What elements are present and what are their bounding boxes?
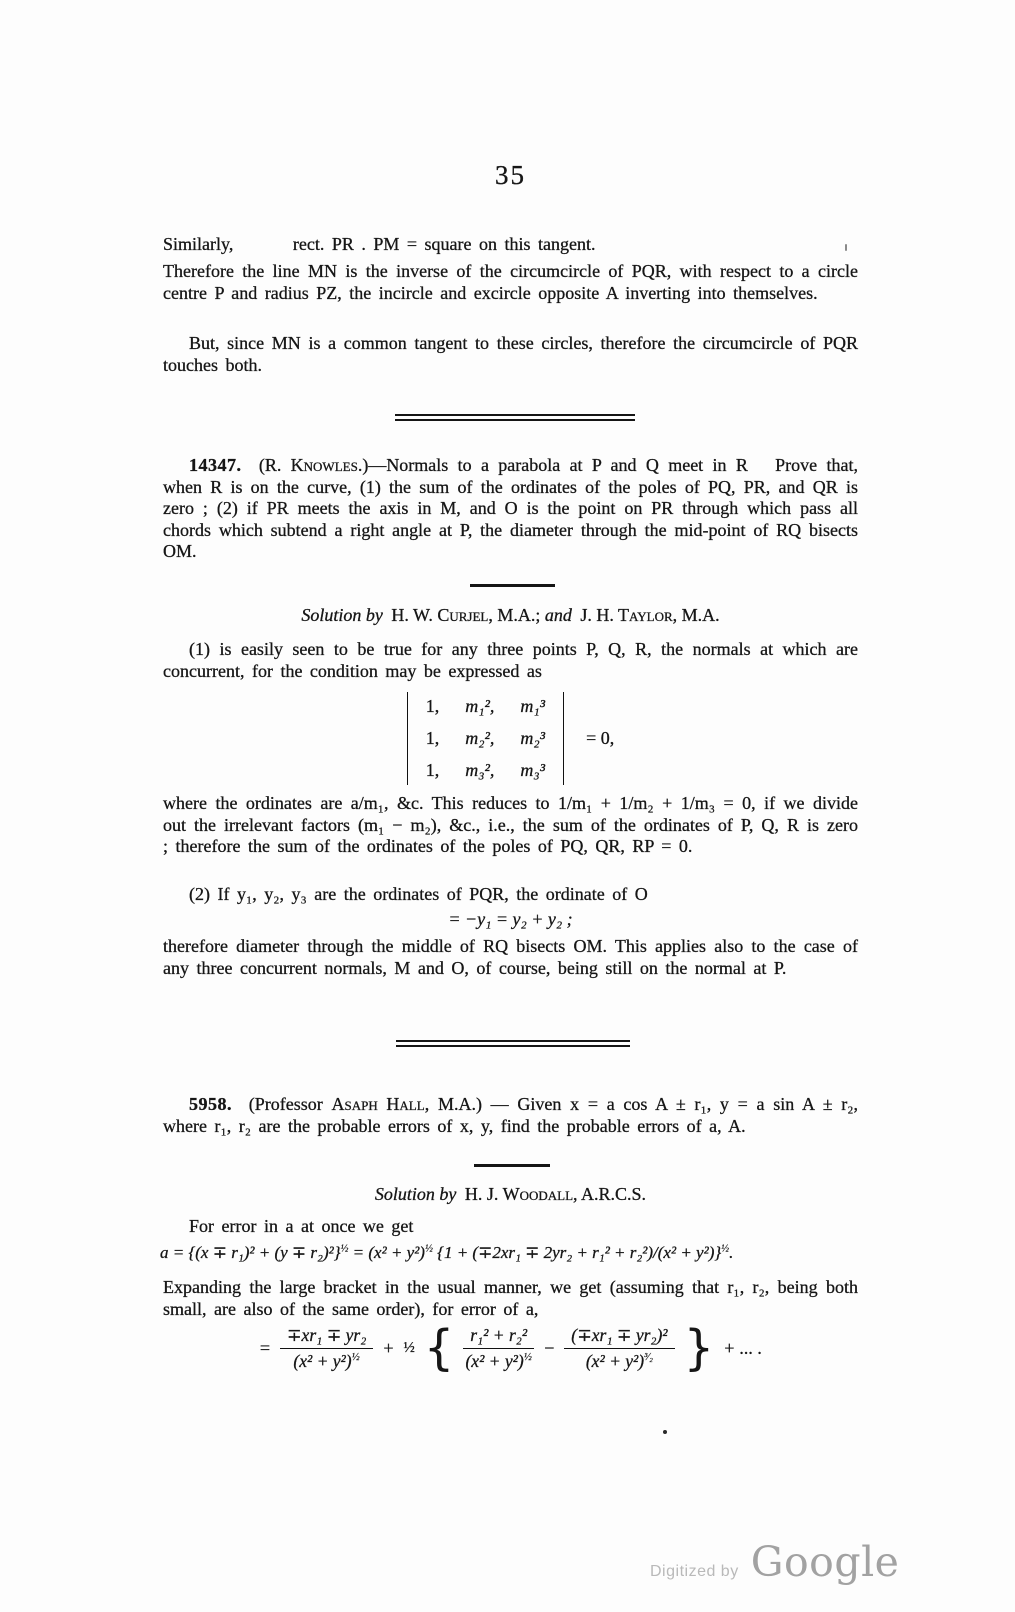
problem-14347 <box>163 455 858 563</box>
fraction-1 <box>280 1325 373 1372</box>
det-cell: m₂², <box>465 728 495 748</box>
problem-rule <box>474 1164 550 1167</box>
formula-exponent: ½ <box>340 1243 349 1255</box>
solution-heading-5958 <box>163 1184 858 1205</box>
determinant-equals-zero: = 0, <box>586 728 615 748</box>
plus-sign: + <box>382 1338 395 1358</box>
problem-number: 5958. <box>189 1094 232 1114</box>
fraction-denominator: (x² + y²) <box>585 1351 645 1371</box>
problem-proposer-prefix: (Professor <box>248 1094 323 1114</box>
det-cell: 1, <box>425 728 440 748</box>
paragraph-condition: (1) is easily seen to be true for any three points P, Q, R, the normals at which are concurrent, for the condition may be expressed as <box>163 639 858 681</box>
determinant-equation <box>163 692 858 785</box>
fraction-exponent: ½ <box>523 1351 532 1364</box>
formula-segment: a = {(x ∓ r₁)² + (y ∓ r₂)²} <box>160 1243 341 1262</box>
problem-statement: —Normals to a parabola at P and Q meet in R Prove that, when R is on the curve, (1) the sum of the ordinates of the poles of PQ, PR, and QR is zero ; (2) if PR meets the axis in M, and O is the point on PR through which pass all chords which subtend a right angle at P, the diameter through the mid-point of RQ bisects OM. <box>163 455 858 561</box>
google-logo: Google <box>750 1538 900 1586</box>
right-brace: } <box>683 1319 715 1376</box>
fraction-exponent: ½ <box>351 1351 360 1364</box>
page-number: 35 <box>495 160 526 190</box>
series-tail: + ... . <box>723 1338 763 1358</box>
det-cell: m₃², <box>465 760 495 780</box>
paragraph-but-tangent: But, since MN is a common tangent to these circles, therefore the circumcircle of PQR touches both. <box>163 333 858 375</box>
solution-author-2: J. H. Taylor, M.A. <box>580 605 720 625</box>
error-expansion-formula <box>160 1243 872 1263</box>
problem-proposer-name: Asaph Hall, <box>331 1094 430 1114</box>
similarly-equation: rect. PR . PM = square on this tangent. <box>292 234 596 254</box>
fraction-numerator: (∓xr₁ ∓ yr₂)² <box>564 1325 674 1349</box>
ink-speck <box>663 1430 667 1434</box>
det-cell: m₂³ <box>520 728 546 748</box>
solution-by-label: Solution by <box>301 605 383 625</box>
minus-sign: − <box>543 1338 556 1358</box>
paragraph-where-ordinates: where the ordinates are a/m₁, &c. This reduces to 1/m₁ + 1/m₂ + 1/m₃ = 0, if we divide out the irrelevant factors (m₁ − m₂), &c., i.e., the sum of the ordinates of P, Q, R is zero ; therefore the sum of the ordinates of the poles of PQ, QR, RP = 0. <box>163 793 858 856</box>
similarly-label: Similarly, <box>163 234 234 254</box>
digitized-by-label: Digitized by <box>650 1563 739 1580</box>
paragraph-for-error: For error in a at once we get <box>189 1216 414 1236</box>
equals-sign: = <box>258 1338 271 1358</box>
watermark <box>650 1538 980 1586</box>
ink-speck <box>845 244 847 251</box>
formula-exponent: ½ <box>424 1243 433 1255</box>
formula-segment: {1 + (∓2xr₁ ∓ 2yr₂ + r₁² + r₂²)/(x² + y²)} <box>432 1243 722 1262</box>
det-cell: 1, <box>425 760 440 780</box>
formula-segment: = (x² + y²) <box>348 1243 425 1262</box>
problem-proposer-suffix: M.A.) <box>437 1094 482 1114</box>
section-divider <box>395 414 635 421</box>
solution-heading-14347 <box>163 605 858 626</box>
det-cell: 1, <box>425 696 440 716</box>
det-cell: m₃³ <box>520 760 546 780</box>
paragraph-expanding: Expanding the large bracket in the usual manner, we get (assuming that r₁, r₂, being both small, are also of the same order), for error of a, <box>163 1277 858 1319</box>
fraction-exponent: ³⁄₂ <box>644 1351 653 1364</box>
det-cell: m₁³ <box>520 696 546 716</box>
solution-author-1: H. W. Curjel, M.A.; <box>391 605 541 625</box>
paragraph-therefore-diameter: therefore diameter through the middle of RQ bisects OM. This applies also to the case of any three concurrent normals, M and O, of course, being still on the normal at P. <box>163 936 858 978</box>
solution-by-label: Solution by <box>374 1184 457 1204</box>
problem-proposer: (R. Knowles.) <box>258 455 369 475</box>
and-label: and <box>544 605 572 625</box>
solution-author: H. J. Woodall, A.R.C.S. <box>464 1184 647 1204</box>
paragraph-part-2: (2) If y₁, y₂, y₃ are the ordinates of PQR, the ordinate of O <box>189 884 648 904</box>
fraction-3 <box>564 1325 674 1372</box>
fraction-2 <box>463 1325 534 1372</box>
left-brace: { <box>423 1319 455 1376</box>
formula-segment: . <box>729 1243 734 1262</box>
error-series-formula <box>163 1319 858 1376</box>
fraction-denominator: (x² + y²) <box>465 1351 524 1371</box>
similarly-line <box>163 234 858 256</box>
fraction-denominator: (x² + y²) <box>293 1351 352 1371</box>
determinant-matrix <box>407 692 564 785</box>
paragraph-therefore-inverse: Therefore the line MN is the inverse of the circumcircle of PQR, with respect to a circle centre P and radius PZ, the incircle and excircle opposite A inverting into themselves. <box>163 261 858 303</box>
formula-exponent: ½ <box>721 1243 730 1255</box>
section-divider <box>396 1040 630 1047</box>
ordinate-formula: = −y₁ = y₂ + y₂ ; <box>448 909 573 929</box>
half-coefficient: ½ <box>403 1340 415 1356</box>
problem-number: 14347. <box>189 455 242 475</box>
det-cell: m₁², <box>465 696 495 716</box>
problem-5958 <box>163 1094 858 1137</box>
problem-rule <box>470 584 555 587</box>
fraction-numerator: ∓xr₁ ∓ yr₂ <box>280 1325 373 1349</box>
problem-statement: — Given x = a cos A ± r₁, y = a sin A ± r₂, where r₁, r₂ are the probable errors of x, y, find the probable errors of a, A. <box>163 1094 859 1136</box>
fraction-numerator: r₁² + r₂² <box>463 1325 534 1349</box>
